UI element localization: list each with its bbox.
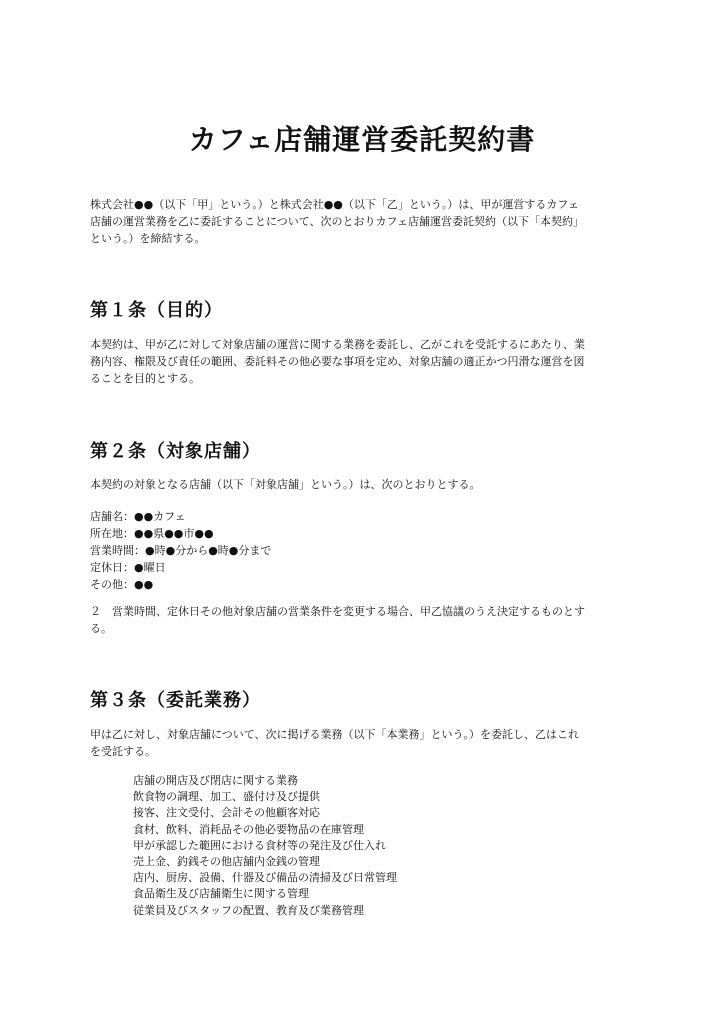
article-2-clause-line: ２ 営業時間、定休日その他対象店舗の営業条件を変更する場合、甲乙協議のうえ決定するものとす — [90, 605, 585, 618]
store-detail-item: 営業時間：●時●分から●時●分まで — [90, 544, 272, 557]
preamble — [90, 196, 638, 247]
article-1-line: ることを目的とする。 — [90, 372, 200, 385]
duty-item: 店内、厨房、設備、什器及び備品の清掃及び日常管理 — [133, 871, 397, 885]
article-2-heading: 第２条（対象店舗） — [90, 441, 261, 462]
article-1-heading: 第１条（目的） — [90, 300, 223, 321]
store-detail-item: 所在地：●●県●●市●● — [90, 527, 214, 540]
store-details — [90, 508, 638, 593]
article-3-heading: 第３条（委託業務） — [90, 690, 261, 711]
store-detail-item: 店舗名：●●カフェ — [90, 510, 186, 523]
preamble-line: 株式会社●●（以下「甲」という。）と株式会社●●（以下「乙」という。）は、甲が運営するカフェ — [90, 198, 579, 211]
article-1-line: 務内容、権限及び責任の範囲、委託料その他必要な事項を定め、対象店舗の適正かつ円滑な運営を図 — [90, 355, 585, 368]
duty-item: 従業員及びスタッフの配置、教育及び業務管理 — [133, 903, 364, 917]
article-2-clause-line: る。 — [90, 622, 112, 635]
article-2-clause-2 — [90, 603, 638, 637]
duty-item: 接客、注文受付、会計その他顧客対応 — [133, 806, 320, 820]
store-detail-item: その他：●● — [90, 578, 154, 591]
duties-list — [133, 773, 397, 919]
document-title: カフェ店舗運営委託契約書 — [188, 123, 536, 156]
article-2-intro — [90, 476, 638, 493]
duty-item: 飲食物の調理、加工、盛付け及び提供 — [133, 790, 320, 804]
article-2-intro-line: 本契約の対象となる店舗（以下「対象店舗」という。）は、次のとおりとする。 — [90, 478, 481, 491]
article-3-intro-line: を受託する。 — [90, 745, 156, 758]
article-1-body — [90, 336, 638, 387]
article-3-intro — [90, 726, 638, 760]
duty-item: 食材、飲料、消耗品その他必要物品の在庫管理 — [133, 822, 364, 836]
duty-item: 店舗の開店及び閉店に関する業務 — [133, 774, 298, 787]
preamble-line: という。）を締結する。 — [90, 232, 206, 245]
duty-item: 甲が承認した範囲における食材等の発注及び仕入れ — [133, 838, 386, 852]
store-detail-item: 定休日：●曜日 — [90, 561, 166, 574]
article-1-line: 本契約は、甲が乙に対して対象店舗の運営に関する業務を委託し、乙がこれを受託するにあたり、業 — [90, 338, 585, 351]
article-3-intro-line: 甲は乙に対し、対象店舗について、次に掲げる業務（以下「本業務」という。）を委託し、乙はこれ — [90, 728, 580, 741]
preamble-line: 店舗の運営業務を乙に委託することについて、次のとおりカフェ店舗運営委託契約（以下「本契約」 — [90, 215, 585, 228]
duty-item: 食品衛生及び店舗衛生に関する管理 — [133, 887, 309, 901]
duty-item: 売上金、釣銭その他店舗内金銭の管理 — [133, 855, 320, 869]
